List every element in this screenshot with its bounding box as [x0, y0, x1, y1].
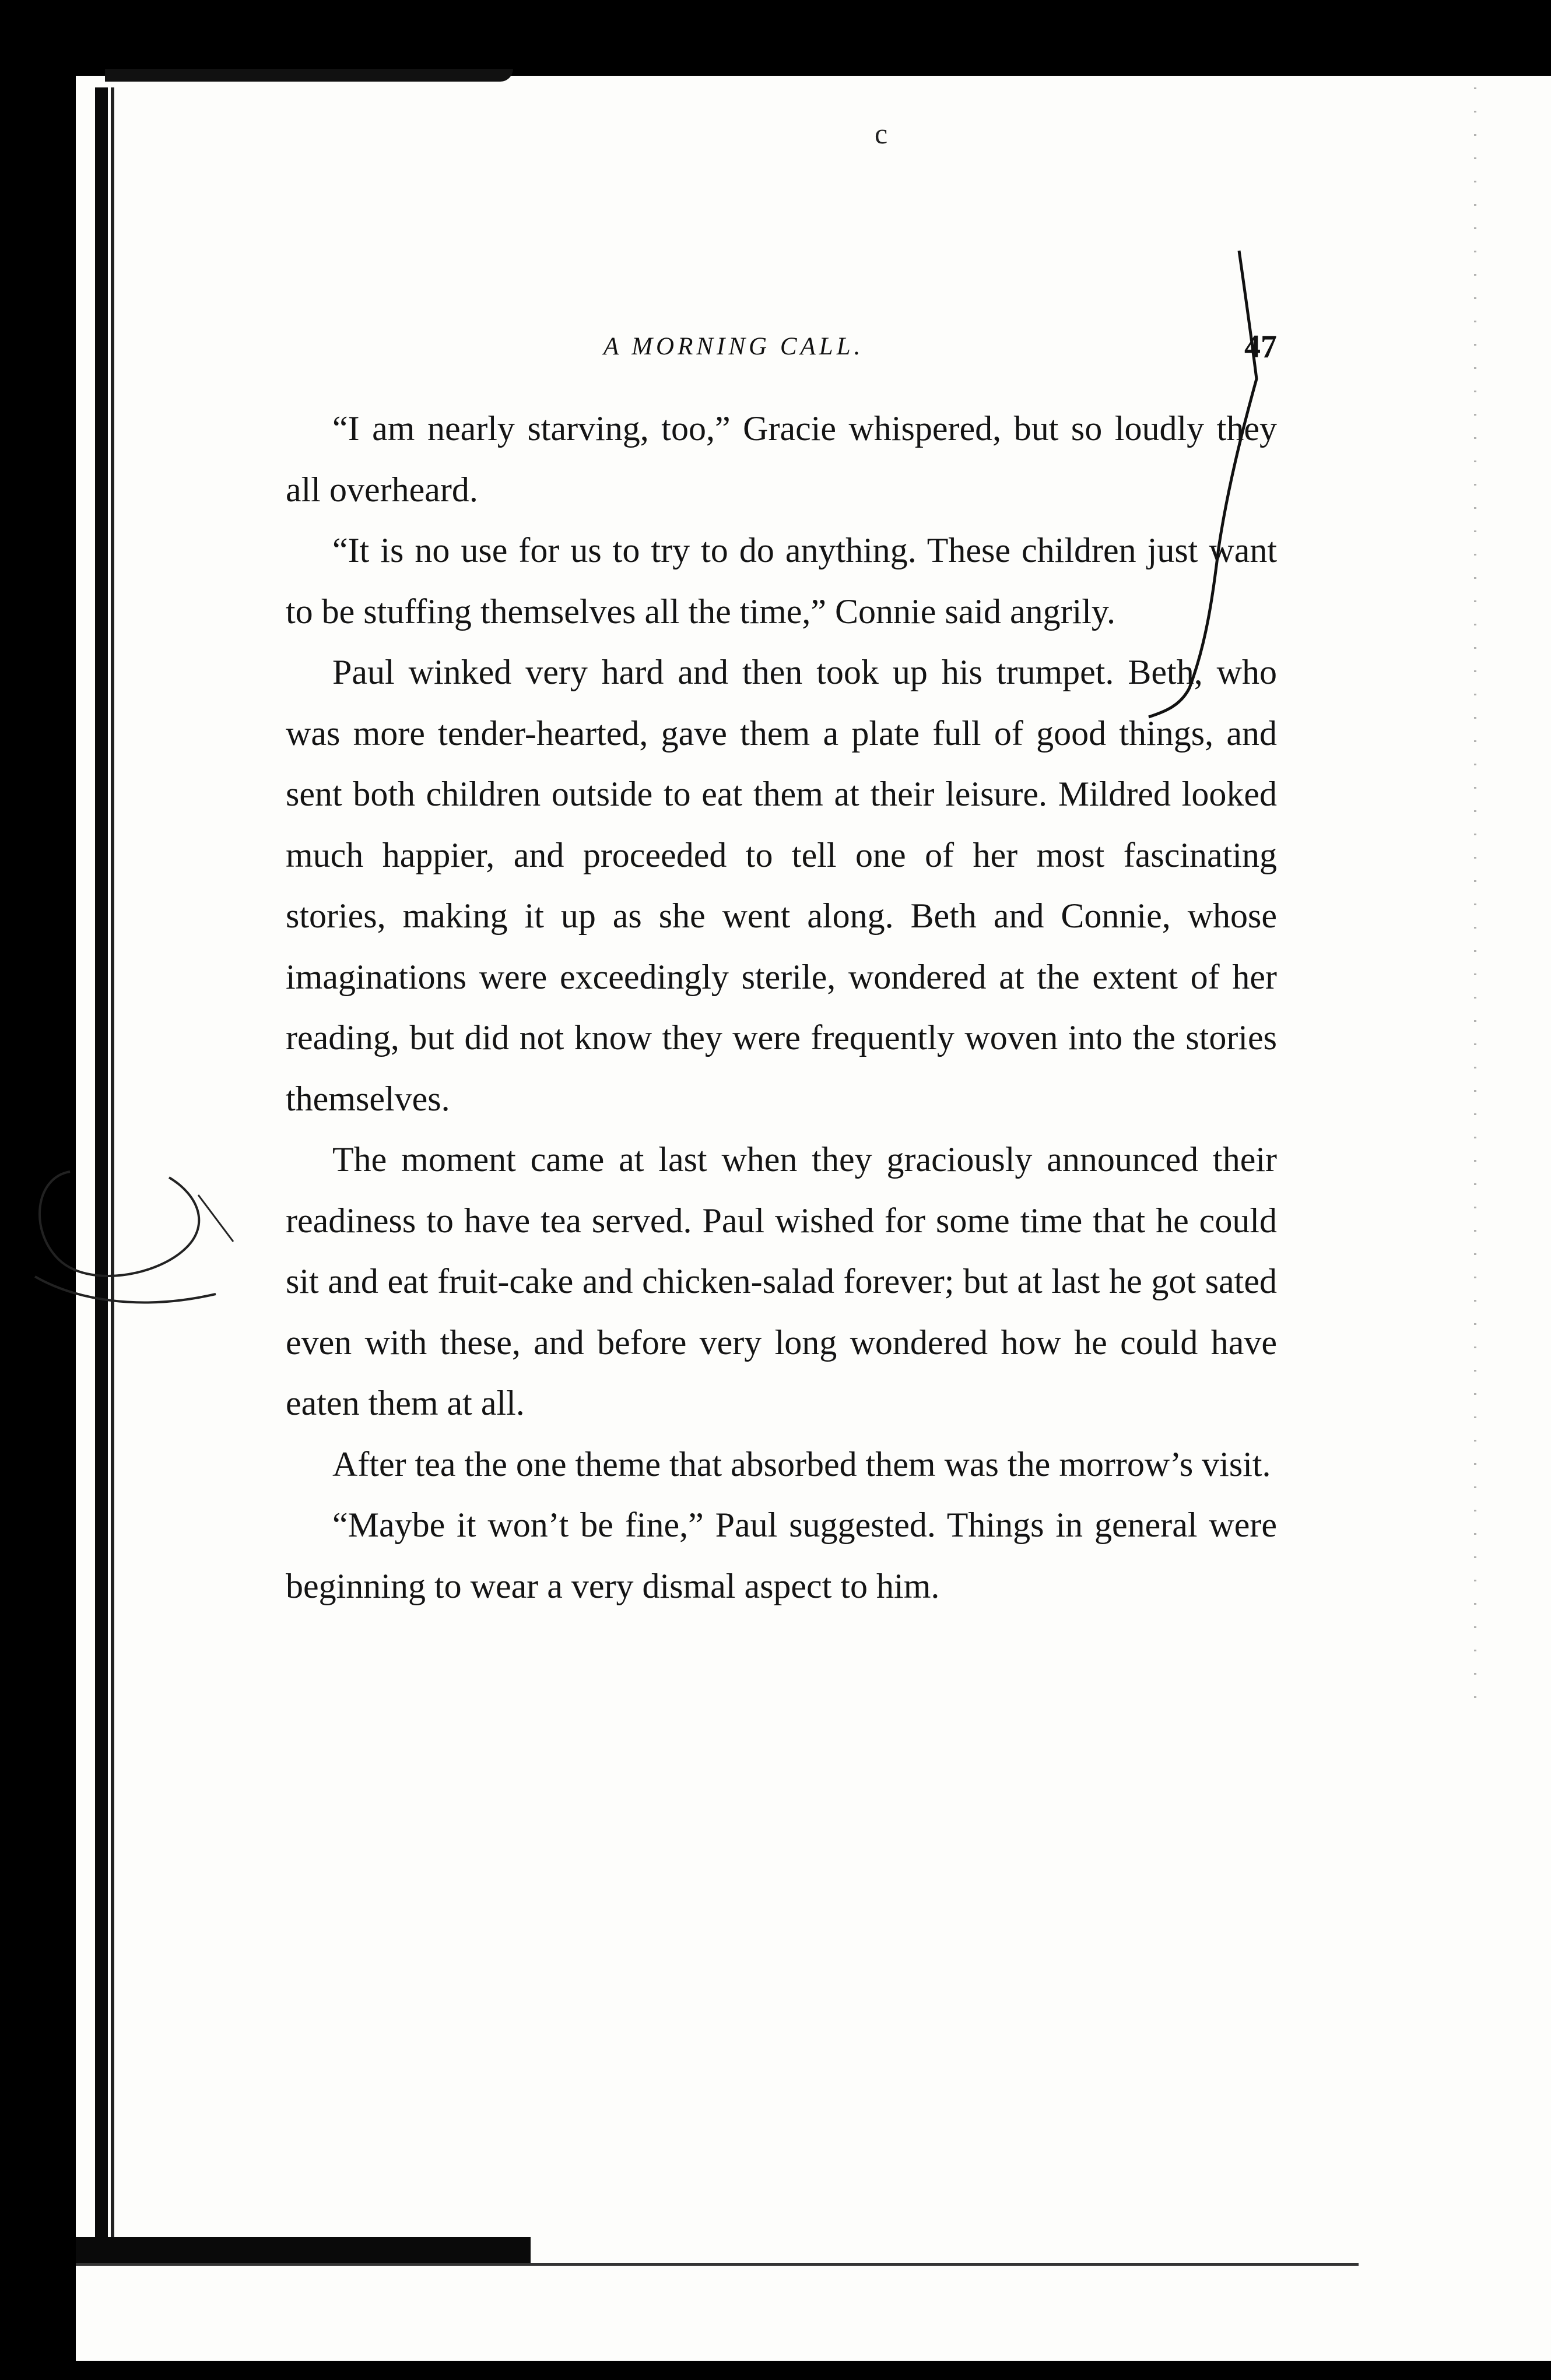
bottom-scan-shadow [76, 2237, 531, 2264]
page-number: 47 [1244, 329, 1277, 365]
top-scan-shadow [105, 69, 513, 82]
paragraph: After tea the one theme that absorbed them was the morrow’s visit. [332, 1444, 1271, 1483]
right-edge-speckle [1474, 87, 1476, 1720]
running-title: A MORNING CALL. [603, 333, 864, 360]
paragraph: The moment came at last when they graciously announced their readiness to have tea served. Paul wished for some time that he could sit and eat fruit-cake and chicken-salad forever; but at last he got sated even with these, and before very long wondered how he could have eaten them at all. [286, 1140, 1277, 1422]
bottom-edge-line [76, 2263, 1359, 2266]
paragraph: Paul winked very hard and then took up his trumpet. Beth, who was more tender-hearted, gave them a plate full of good things, and sent both children outside to eat them at their leisure. Mildred looked much happier, and proceeded to tell one of her most fascinating stories, making it up as she went along. Beth and Connie, whose imaginations were exceedingly sterile, wondered at the extent of her reading, but did not know they were frequently woven into the stories themselves. [286, 653, 1277, 1118]
paragraph: “It is no use for us to try to do anything. These children just want to be stuffing themselves all the time,” Connie said angrily. [286, 531, 1277, 631]
page-header [286, 324, 1277, 370]
top-mark: c [875, 117, 888, 150]
body-text [286, 398, 1277, 1616]
paragraph: “I am nearly starving, too,” Gracie whispered, but so loudly they all overheard. [286, 409, 1277, 509]
margin-scribble [23, 1160, 257, 1335]
paragraph: “Maybe it won’t be fine,” Paul suggested. Things in general were beginning to wear a very dismal aspect to him. [286, 1506, 1277, 1605]
